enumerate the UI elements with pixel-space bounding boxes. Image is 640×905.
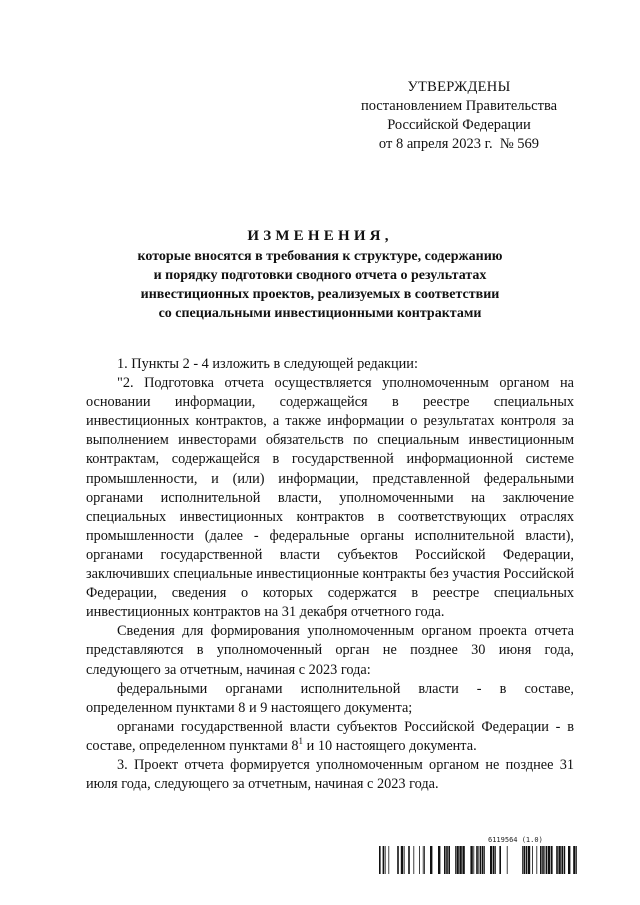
subtitle-line: которые вносятся в требования к структуре, содержанию <box>137 249 503 264</box>
paragraph-federal-bodies: федеральными органами исполнительной власти - в составе, определенном пунктами 8 и 9 настоящего документа; <box>86 680 574 716</box>
superscript-index: 1 <box>298 736 304 747</box>
paragraph-item-2: "2. Подготовка отчета осуществляется уполномоченным органом на основании информации, содержащейся в реестре специальных инвестиционных контрактов, а также информации о результатах контроля за выполнением инвесторами обязательств по специальным инвестиционным контрактам, содержащейся в государственной информационной системе промышленности, и (или) информации, представленной федеральными органами исполнительной власти, уполномоченными на заключение специальных инвестиционных контрактов в соответствующих отраслях промышленности (далее - федеральные органы исполнительной власти), органами государственной власти субъектов Российской Федерации, заключивших специальные инвестиционные контракты без участия Российской Федерации, сведения о которых содержатся в реестре специальных инвестиционных контрактов на 31 декабря отчетного года. <box>86 375 574 621</box>
approval-heading: УТВЕРЖДЕНЫ <box>407 79 511 95</box>
subtitle-line: и порядку подготовки сводного отчета о результатах <box>153 268 487 283</box>
paragraph-item-1: 1. Пункты 2 - 4 изложить в следующей редакции: <box>117 356 418 372</box>
subtitle-line: инвестиционных проектов, реализуемых в соответствии <box>140 287 500 302</box>
approval-block <box>344 78 574 154</box>
approval-line-1: постановлением Правительства <box>360 98 558 114</box>
approval-line-2: Российской Федерации <box>387 117 531 133</box>
document-body <box>86 355 574 794</box>
document-title: ИЗМЕНЕНИЯ, <box>247 228 393 244</box>
paragraph-regional-bodies <box>86 718 574 756</box>
subtitle-line: со специальными инвестиционными контрактами <box>158 306 482 321</box>
regional-text-end: и 10 настоящего документа. <box>303 737 477 754</box>
document-subtitle <box>60 247 580 323</box>
approval-date-number: от 8 апреля 2023 г. № 569 <box>378 136 540 152</box>
barcode-number: 6119564 (1.0) <box>488 836 543 844</box>
paragraph-item-3: 3. Проект отчета формируется уполномоченным органом не позднее 31 июля года, следующего за отчетным, начиная с 2023 года. <box>86 756 574 793</box>
barcode <box>379 846 577 874</box>
paragraph-info-deadline: Сведения для формирования уполномоченным органом проекта отчета представляются в уполномоченный орган не позднее 30 июня года, следующего за отчетным, начиная с 2023 года: <box>86 623 574 678</box>
regional-text: органами государственной власти субъектов Российской Федерации - в составе, определенном пунктами 8 <box>86 718 574 754</box>
